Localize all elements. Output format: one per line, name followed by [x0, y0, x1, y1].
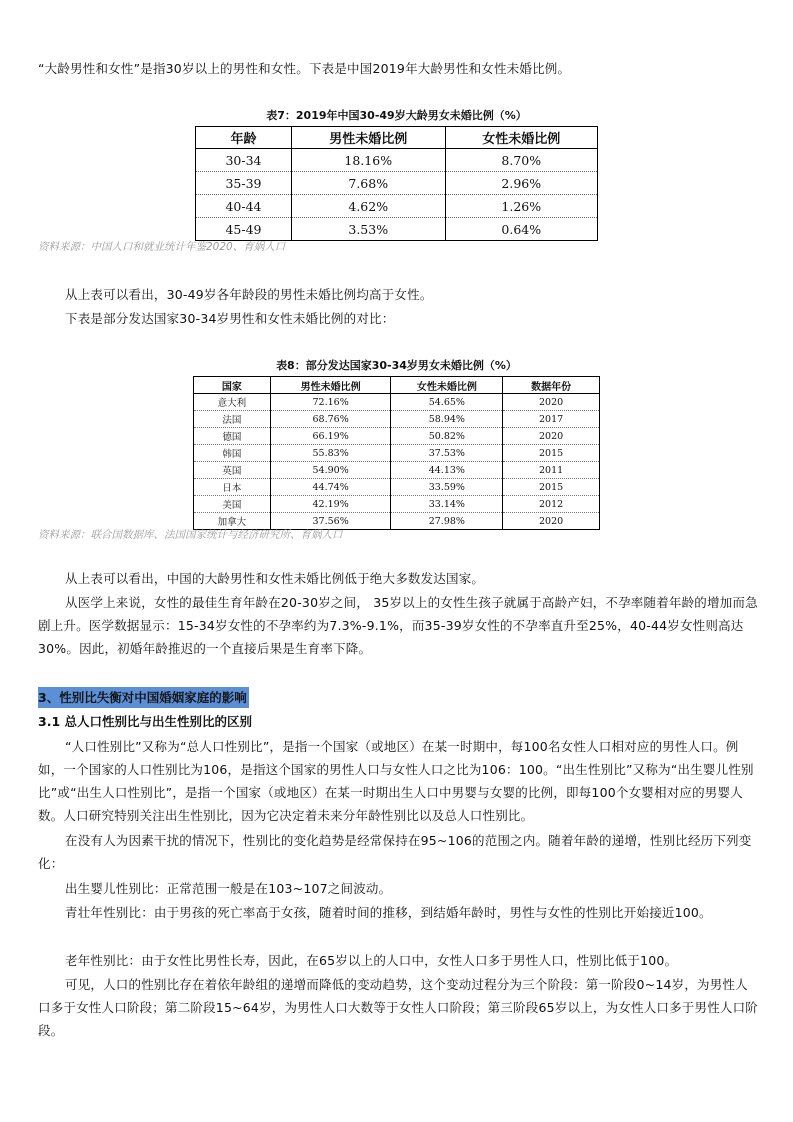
table-row: [196, 149, 598, 172]
paragraph: 出生婴儿性别比：正常范围一般是在103~107之间波动。: [65, 881, 392, 896]
subsection-heading: 3.1 总人口性别比与出生性别比的区别: [38, 714, 252, 729]
table-cell: 50.82%: [391, 428, 503, 445]
paragraph: 下表是部分发达国家30-34岁男性和女性未婚比例的对比：: [65, 311, 395, 326]
table-row: [194, 411, 600, 428]
table-row: [194, 496, 600, 513]
table-cell: 40-44: [196, 195, 292, 218]
table7-header-cell: 年龄: [196, 127, 292, 149]
section-heading: 3、性别比失衡对中国婚姻家庭的影响: [38, 687, 249, 708]
table-cell: 0.64%: [445, 218, 597, 241]
table-cell: 58.94%: [391, 411, 503, 428]
paragraph: “人口性别比”又称为“总人口性别比”，是指一个国家（或地区）在某一时期中，每100名女性人口相对应的男性人口。例如，一个国家的人口性别比为106，是指这个国家的男性人口与女性人口之比为106：100。“出生性别比”又称为“出生婴儿性别比”或“出生人口性别比”，是指一个国家（或地区）在某一时期出生人口中男婴与女婴的比例，即每100个女婴相对应的男婴人数。人口研究特别关注出生性别比，因为它决定着未来分年龄性别比以及总人口性别比。: [38, 739, 754, 823]
paragraph: 在没有人为因素干扰的情况下，性别比的变化趋势是经常保持在95~106的范围之内。随着年龄的递增，性别比经历下列变化：: [38, 833, 752, 871]
table-cell: 35-39: [196, 172, 292, 195]
paragraph: 可见，人口的性别比存在着依年龄组的递增而降低的变动趋势，这个变动过程分为三个阶段：第一阶段0~14岁，为男性人口多于女性人口阶段；第二阶段15~64岁，为男性人口大数等于女性人口阶段；第三阶段65岁以上，为女性人口多于男性人口阶段。: [38, 977, 758, 1038]
table8-header-cell: 国家: [194, 377, 271, 394]
table-cell: 72.16%: [270, 394, 391, 411]
table-cell: 66.19%: [270, 428, 391, 445]
table-cell: 54.65%: [391, 394, 503, 411]
table8-caption: 表8：部分发达国家30-34岁男女未婚比例（%）: [276, 359, 517, 372]
table-cell: 30-34: [196, 149, 292, 172]
table-cell: 2017: [503, 411, 600, 428]
paragraph: 从上表可以看出，30-49岁各年龄段的男性未婚比例均高于女性。: [65, 287, 433, 302]
table-cell: 33.14%: [391, 496, 503, 513]
table-cell: 3.53%: [291, 218, 445, 241]
table-cell: 2.96%: [445, 172, 597, 195]
table-cell: 2015: [503, 445, 600, 462]
paragraph: 青壮年性别比：由于男孩的死亡率高于女孩，随着时间的推移，到结婚年龄时，男性与女性的性别比开始接近100。: [65, 905, 712, 920]
paragraph: 从上表可以看出，中国的大龄男性和女性未婚比例低于绝大多数发达国家。: [65, 571, 485, 586]
table-cell: 8.70%: [445, 149, 597, 172]
table8-header-cell: 男性未婚比例: [270, 377, 391, 394]
table-cell: 英国: [194, 462, 271, 479]
table-cell: 加拿大: [194, 513, 271, 530]
table-cell: 45-49: [196, 218, 292, 241]
table8-source: 资料来源：联合国数据库、法国国家统计与经济研究所、育娲人口: [38, 529, 343, 541]
table8-header-cell: 女性未婚比例: [391, 377, 503, 394]
table-cell: 2015: [503, 479, 600, 496]
table-cell: 33.59%: [391, 479, 503, 496]
table8-header-cell: 数据年份: [503, 377, 600, 394]
table-row: [194, 394, 600, 411]
table7-caption: 表7：2019年中国30-49岁大龄男女未婚比例（%）: [266, 109, 527, 122]
table-cell: 韩国: [194, 445, 271, 462]
table-row: [194, 479, 600, 496]
table-row: [194, 462, 600, 479]
table-cell: 44.13%: [391, 462, 503, 479]
table-cell: 37.56%: [270, 513, 391, 530]
table-cell: 54.90%: [270, 462, 391, 479]
table-cell: 法国: [194, 411, 271, 428]
table-cell: 美国: [194, 496, 271, 513]
table-cell: 27.98%: [391, 513, 503, 530]
table-row: [194, 445, 600, 462]
table-cell: 7.68%: [291, 172, 445, 195]
table-row: [196, 218, 598, 241]
table-cell: 2020: [503, 428, 600, 445]
paragraph: 从医学上来说，女性的最佳生育年龄在20-30岁之间， 35岁以上的女性生孩子就属于高龄产妇，不孕率随着年龄的增加而急剧上升。医学数据显示：15-34岁女性的不孕率约为7.3%-9.1%，而35-39岁女性的不孕率直升至25%，40-44岁女性则高达30%。因此，初婚年龄推迟的一个直接后果是生育率下降。: [38, 595, 758, 656]
table-cell: 2020: [503, 513, 600, 530]
table-cell: 42.19%: [270, 496, 391, 513]
table-cell: 德国: [194, 428, 271, 445]
table-cell: 44.74%: [270, 479, 391, 496]
table8: [193, 376, 600, 530]
paragraph: 老年性别比：由于女性比男性长寿，因此，在65岁以上的人口中，女性人口多于男性人口，性别比低于100。: [65, 953, 678, 968]
table-row: [196, 195, 598, 218]
table7-source: 资料来源：中国人口和就业统计年鉴2020、育娲人口: [38, 241, 286, 253]
table7-header-row: [196, 127, 598, 149]
table8-header-row: [194, 377, 600, 394]
table-cell: 2012: [503, 496, 600, 513]
table-cell: 2020: [503, 394, 600, 411]
table7: [195, 126, 598, 241]
table-cell: 18.16%: [291, 149, 445, 172]
table-cell: 日本: [194, 479, 271, 496]
table-row: [196, 172, 598, 195]
table7-header-cell: 女性未婚比例: [445, 127, 597, 149]
table-row: [194, 428, 600, 445]
table-cell: 4.62%: [291, 195, 445, 218]
table-cell: 55.83%: [270, 445, 391, 462]
table-cell: 2011: [503, 462, 600, 479]
intro-paragraph: “大龄男性和女性”是指30岁以上的男性和女性。下表是中国2019年大龄男性和女性未婚比例。: [38, 61, 571, 76]
table-cell: 37.53%: [391, 445, 503, 462]
table7-header-cell: 男性未婚比例: [291, 127, 445, 149]
table-cell: 意大利: [194, 394, 271, 411]
table-cell: 1.26%: [445, 195, 597, 218]
table-cell: 68.76%: [270, 411, 391, 428]
